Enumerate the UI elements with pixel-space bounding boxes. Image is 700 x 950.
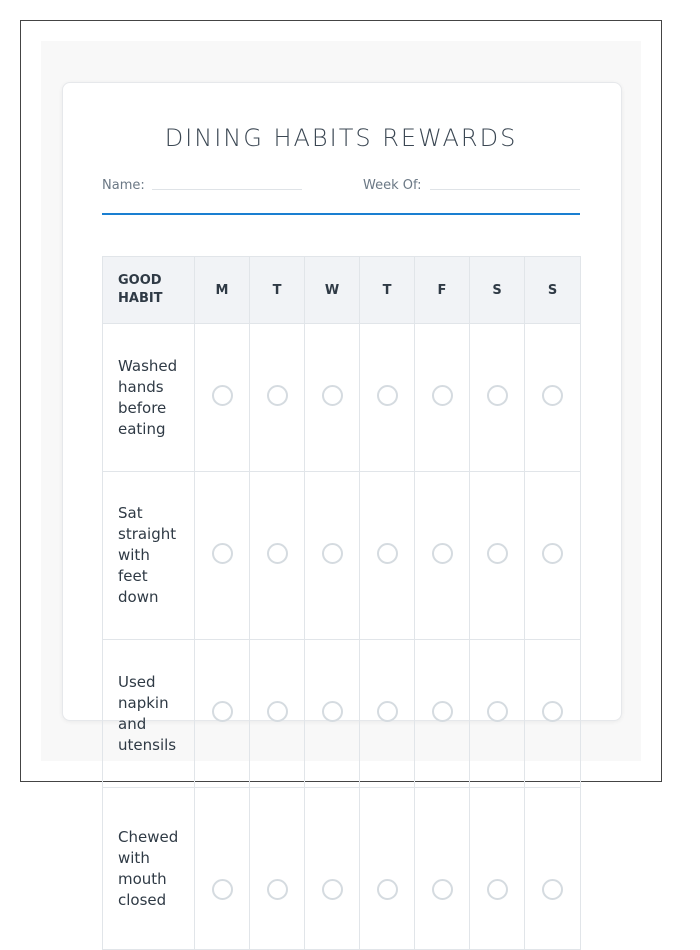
day-header-wed: W (305, 257, 360, 324)
checkbox-circle[interactable] (432, 879, 453, 900)
checkbox-circle[interactable] (542, 701, 563, 722)
table-header-row (103, 257, 581, 324)
header-divider (102, 213, 580, 215)
checkbox-circle[interactable] (212, 879, 233, 900)
checkbox-circle[interactable] (322, 385, 343, 406)
checkbox-circle[interactable] (487, 543, 508, 564)
habit-label: Washed hands before eating (103, 324, 195, 472)
checkbox-circle[interactable] (542, 879, 563, 900)
checkbox-circle[interactable] (267, 543, 288, 564)
checkbox-circle[interactable] (212, 543, 233, 564)
table-row (103, 472, 581, 640)
checkbox-circle[interactable] (377, 543, 398, 564)
name-field[interactable] (152, 189, 302, 190)
checkbox-circle[interactable] (487, 385, 508, 406)
habit-label: Used napkin and utensils (103, 640, 195, 788)
day-header-fri: F (415, 257, 470, 324)
checkbox-circle[interactable] (212, 701, 233, 722)
checkbox-circle[interactable] (322, 543, 343, 564)
table-row (103, 788, 581, 950)
checkbox-circle[interactable] (267, 701, 288, 722)
day-header-mon: M (195, 257, 250, 324)
checkbox-circle[interactable] (432, 701, 453, 722)
checkbox-circle[interactable] (322, 879, 343, 900)
checkbox-circle[interactable] (542, 543, 563, 564)
checkbox-circle[interactable] (322, 701, 343, 722)
page-title: DINING HABITS REWARDS (164, 124, 518, 152)
week-label: Week Of: (363, 178, 422, 193)
checkbox-circle[interactable] (487, 879, 508, 900)
habit-label: Chewed with mouth closed (103, 788, 195, 950)
checkbox-circle[interactable] (267, 385, 288, 406)
checkbox-circle[interactable] (487, 701, 508, 722)
checkbox-circle[interactable] (377, 879, 398, 900)
day-header-tue: T (250, 257, 305, 324)
week-field[interactable] (430, 189, 580, 190)
table-row (103, 324, 581, 472)
name-label: Name: (102, 178, 145, 193)
habit-label: Sat straight with feet down (103, 472, 195, 640)
checkbox-circle[interactable] (432, 543, 453, 564)
day-header-thu: T (360, 257, 415, 324)
checkbox-circle[interactable] (267, 879, 288, 900)
checkbox-circle[interactable] (432, 385, 453, 406)
habit-table (102, 256, 581, 950)
day-header-sun: S (525, 257, 581, 324)
day-header-sat: S (470, 257, 525, 324)
checkbox-circle[interactable] (377, 385, 398, 406)
table-row (103, 640, 581, 788)
checkbox-circle[interactable] (542, 385, 563, 406)
checkbox-circle[interactable] (377, 701, 398, 722)
habit-column-header: GOOD HABIT (103, 257, 195, 324)
checkbox-circle[interactable] (212, 385, 233, 406)
chart-info-fields (102, 176, 580, 196)
